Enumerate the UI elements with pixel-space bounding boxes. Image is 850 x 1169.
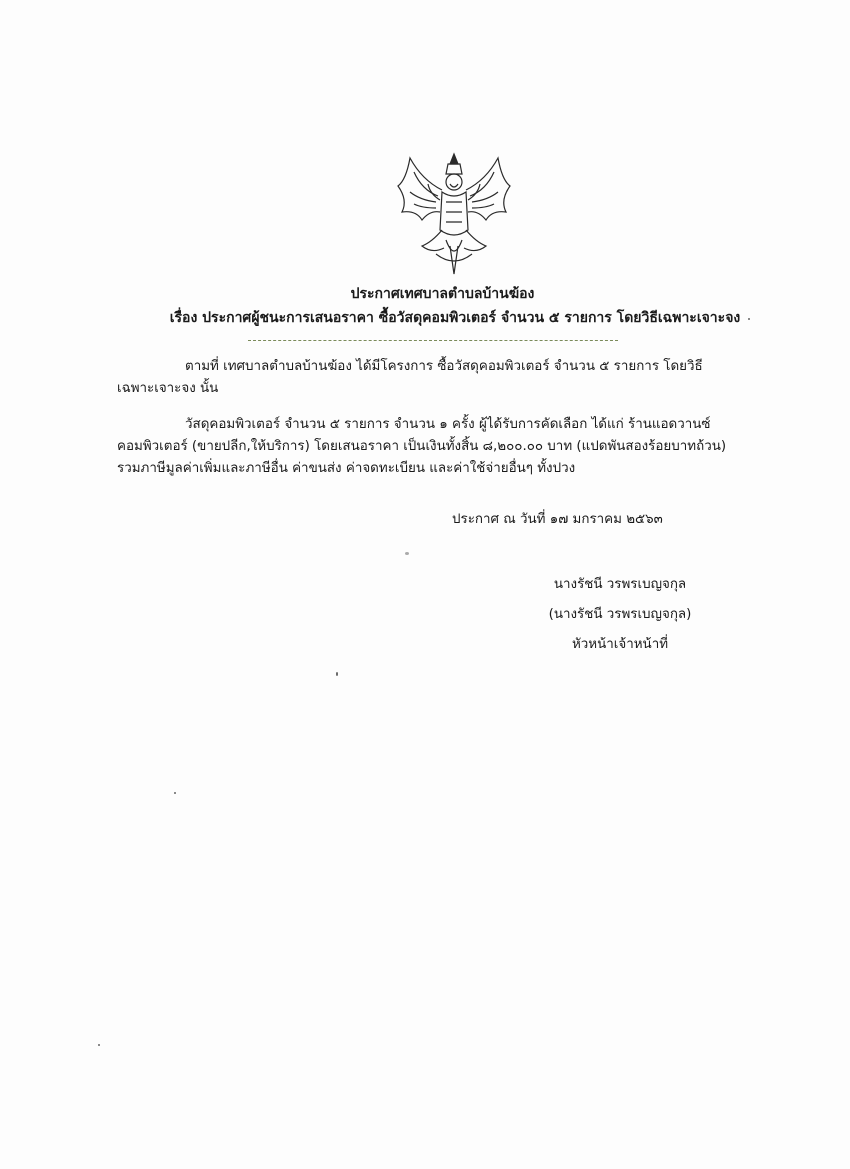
- scan-speck: [174, 792, 176, 794]
- announcement-date: ประกาศ ณ วันที่ ๑๗ มกราคม ๒๕๖๓: [452, 512, 663, 527]
- scan-speck: [405, 552, 409, 555]
- signer-name-parenthesized: (นางรัชนี วรพรเบญจกุล): [548, 607, 692, 622]
- garuda-emblem-icon: [392, 150, 517, 278]
- body-paragraph-2-line-3: รวมภาษีมูลค่าเพิ่มและภาษีอื่น ค่าขนส่ง ค่าจดทะเบียน และค่าใช้จ่ายอื่นๆ ทั้งปวง: [117, 461, 576, 476]
- document-title: ประกาศเทศบาลตำบลบ้านฆ้อง: [350, 286, 535, 302]
- body-paragraph-1-line-1: ตามที่ เทศบาลตำบลบ้านฆ้อง ได้มีโครงการ ซื้อวัสดุคอมพิวเตอร์ จำนวน ๕ รายการ โดยวิธี: [185, 359, 703, 374]
- body-paragraph-2-line-2: คอมพิวเตอร์ (ขายปลีก,ให้บริการ) โดยเสนอราคา เป็นเงินทั้งสิ้น ๘,๒๐๐.๐๐ บาท (แปดพันสองร้อยบาทถ้วน): [117, 439, 727, 454]
- scan-speck: [748, 318, 750, 320]
- document-subject: เรื่อง ประกาศผู้ชนะการเสนอราคา ซื้อวัสดุคอมพิวเตอร์ จำนวน ๕ รายการ โดยวิธีเฉพาะเจาะจง: [169, 310, 741, 326]
- scan-speck: [336, 672, 338, 676]
- body-paragraph-1-line-2: เฉพาะเจาะจง นั้น: [117, 381, 219, 396]
- signer-position: หัวหน้าเจ้าหน้าที่: [571, 637, 669, 652]
- scan-speck: [98, 1044, 100, 1046]
- signer-name: นางรัชนี วรพรเบญจกุล: [553, 577, 687, 592]
- title-divider: [248, 340, 618, 341]
- body-paragraph-2-line-1: วัสดุคอมพิวเตอร์ จำนวน ๕ รายการ จำนวน ๑ ครั้ง ผู้ได้รับการคัดเลือก ได้แก่ ร้านแอดวานซ์: [185, 417, 711, 432]
